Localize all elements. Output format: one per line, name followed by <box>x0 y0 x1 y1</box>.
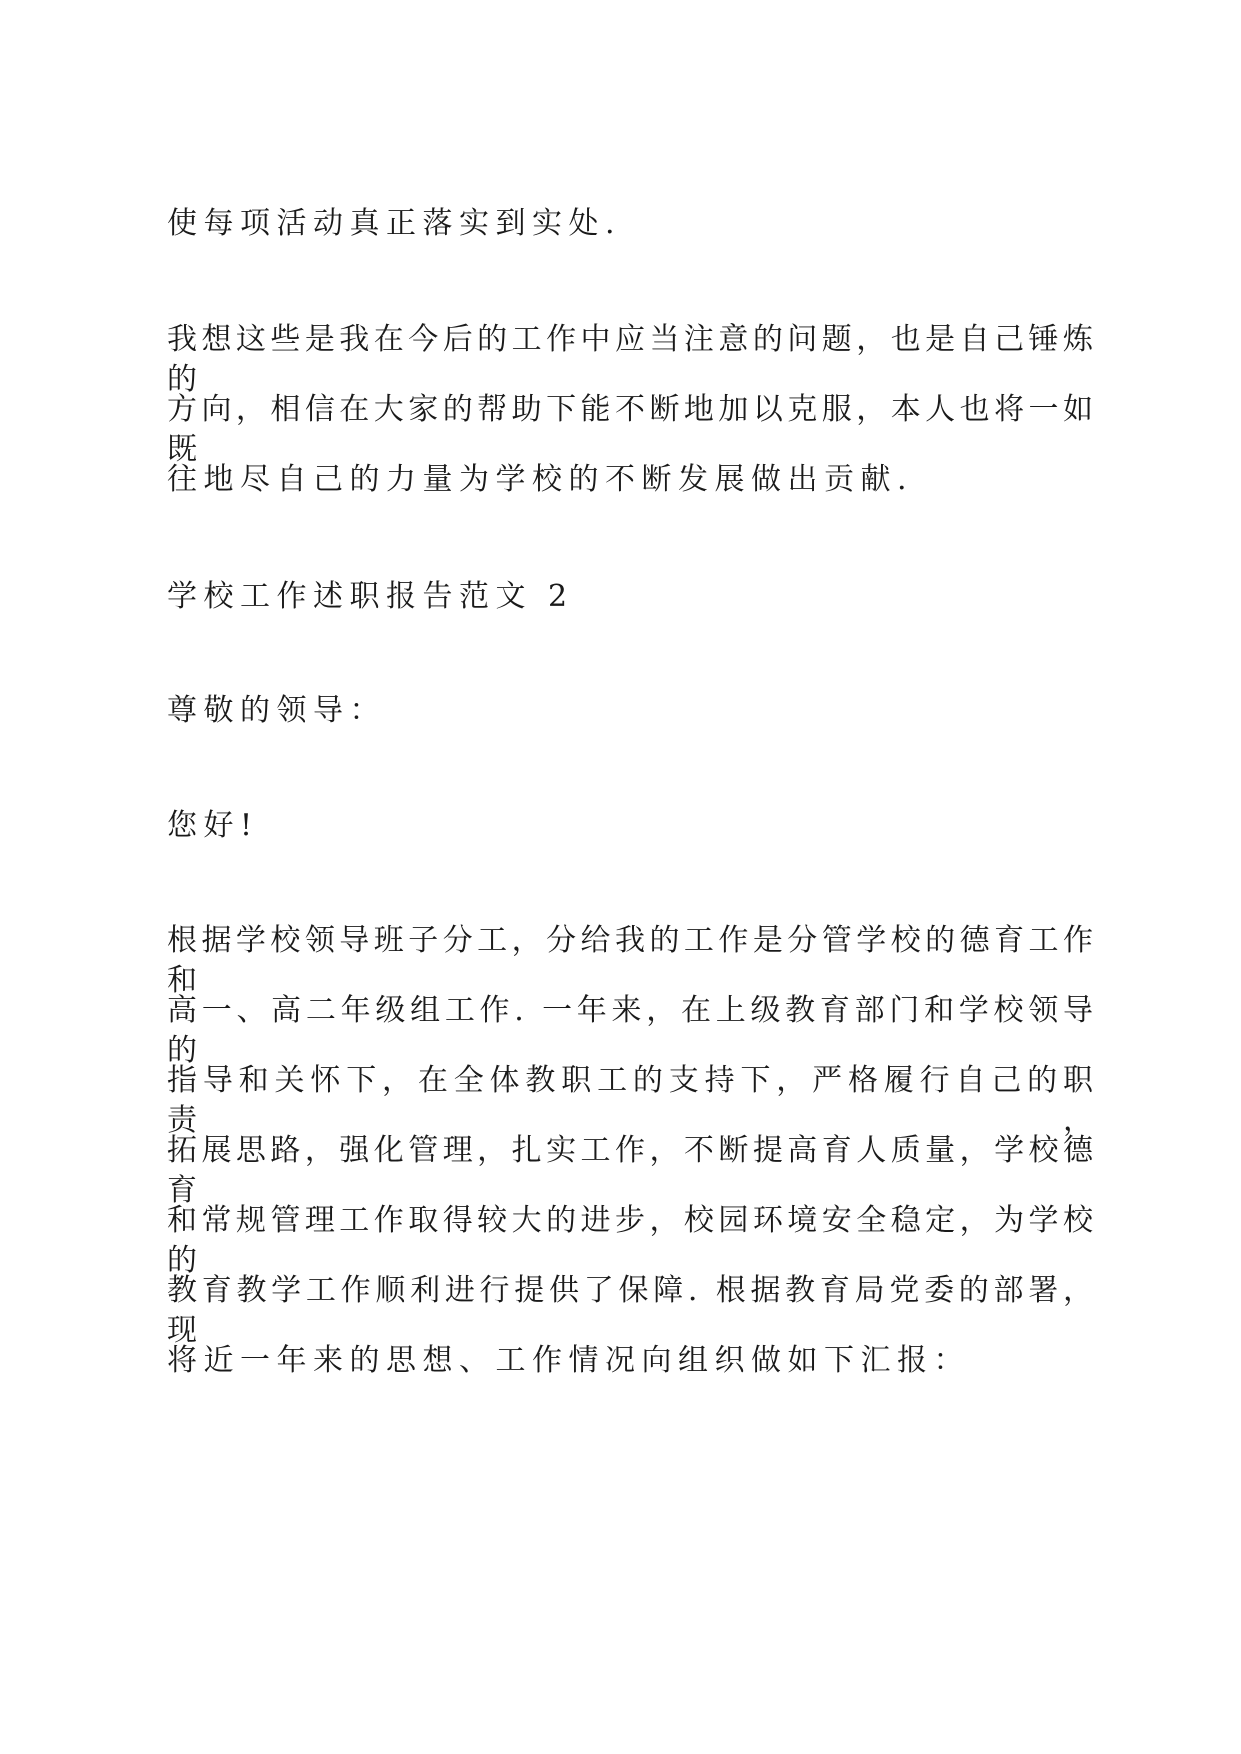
text-line: 高一、高二年级组工作. 一年来，在上级教育部门和学校领导的 <box>167 993 1097 1068</box>
salutation: 尊敬的领导： <box>167 693 386 728</box>
paragraph-previous-ending: 使每项活动真正落实到实处. <box>167 206 622 241</box>
text-line: 和常规管理工作取得较大的进步，校园环境安全稳定，为学校的 <box>167 1203 1097 1278</box>
text-line: 方向，相信在大家的帮助下能不断地加以克服，本人也将一如既 <box>167 392 1097 467</box>
text-line: 根据学校领导班子分工，分给我的工作是分管学校的德育工作和 <box>167 923 1097 998</box>
text-line: 往地尽自己的力量为学校的不断发展做出贡献. <box>167 462 914 497</box>
text-line: 将近一年来的思想、工作情况向组织做如下汇报： <box>167 1343 970 1378</box>
greeting: 您好! <box>167 808 259 843</box>
section-heading: 学校工作述职报告范文 2 <box>167 579 574 614</box>
text-line: 教育教学工作顺利进行提供了保障. 根据教育局党委的部署，现 <box>167 1273 1097 1348</box>
text-line: 指导和关怀下，在全体教职工的支持下，严格履行自己的职责， <box>167 1063 1097 1138</box>
text-line: 拓展思路，强化管理，扎实工作，不断提高育人质量，学校德育 <box>167 1133 1097 1208</box>
text-line: 我想这些是我在今后的工作中应当注意的问题，也是自己锤炼的 <box>167 322 1097 397</box>
